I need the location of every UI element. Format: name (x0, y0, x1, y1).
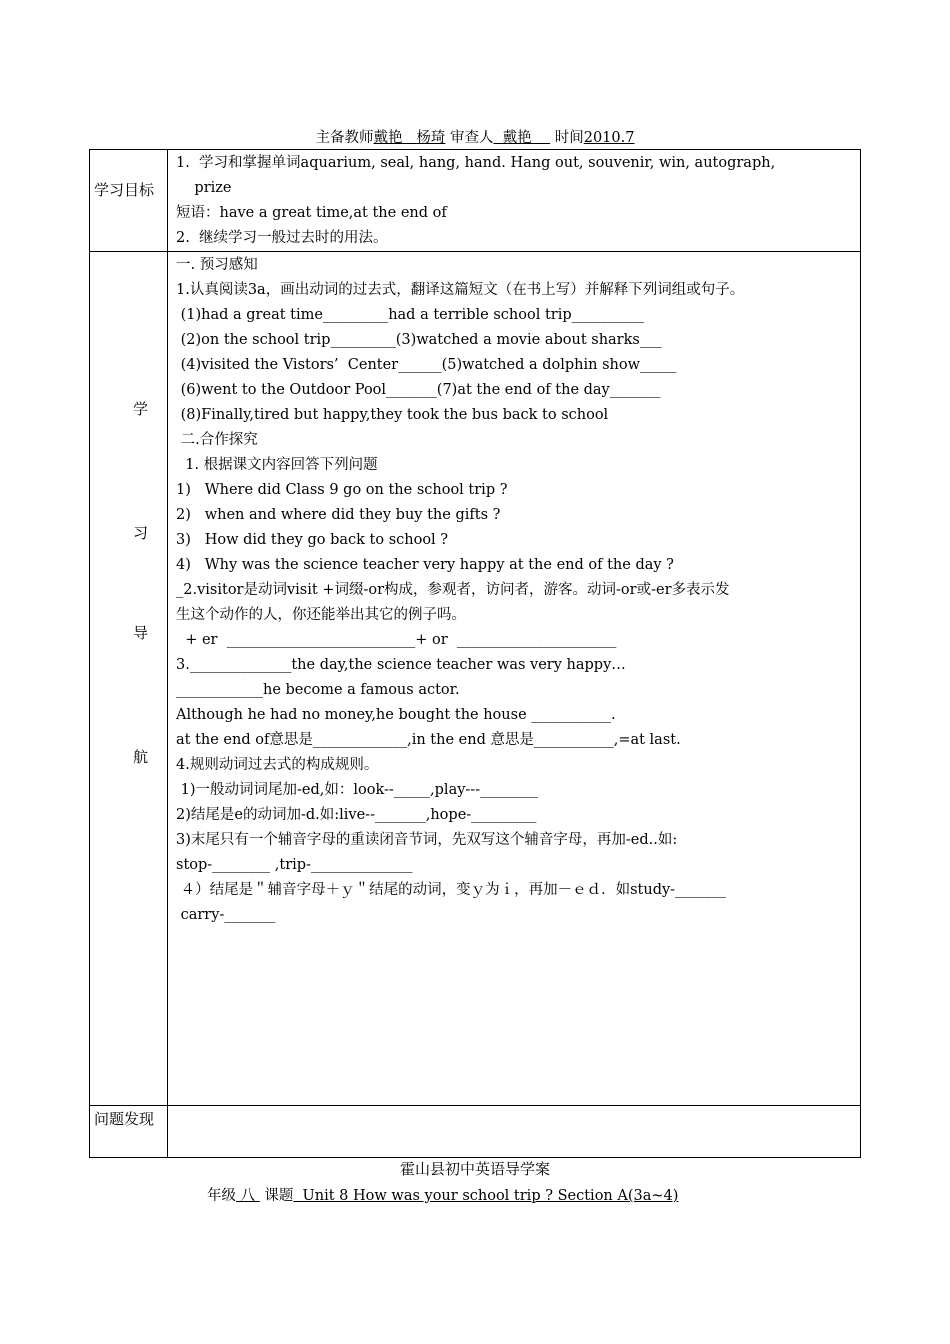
guide-label-char: 学 (133, 400, 149, 418)
guide-line: 4) Why was the science teacher very happy at the end of the day ? (176, 557, 674, 573)
guide-line: + er __________________________+ or ______________________ (176, 632, 617, 648)
guide-line: 3)末尾只有一个辅音字母的重读闭音节词，先双写这个辅音字母，再加-ed..如: (176, 832, 678, 848)
guide-label-char: 习 (133, 524, 149, 542)
guide-line: _2.visitor是动词visit +词缀-or构成，参观者，访问者，游客。动词-or或-er多表示发 (176, 582, 730, 598)
teacher-names: 戴艳 杨琦 (373, 130, 446, 146)
guide-line: 一. 预习感知 (176, 257, 258, 273)
reviewer-name: 戴艳 (493, 130, 551, 146)
topic-label: 课题 (264, 1188, 294, 1204)
objectives-label: 学习目标 (94, 181, 155, 199)
guide-label-char: 导 (133, 624, 149, 642)
guide-row (90, 252, 861, 1106)
guide-line: 2)结尾是e的动词加-d.如:live--_______,hope-_________ (176, 807, 537, 823)
reviewer-label: 审查人 (449, 130, 494, 146)
guide-line: ４）结尾是＂辅音字母＋ｙ＂结尾的动词，变ｙ为ｉ，再加－ｅｄ．如study-_______ (176, 882, 726, 898)
lesson-table (89, 149, 861, 1158)
guide-line: 二.合作探究 (176, 432, 258, 448)
problems-label-cell (90, 1106, 168, 1158)
guide-line: ____________he become a famous actor. (176, 682, 460, 698)
guide-label-cell (90, 252, 168, 1106)
teacher-label: 主备教师 (315, 130, 374, 146)
guide-line: 1) Where did Class 9 go on the school trip ? (176, 482, 508, 498)
guide-label-char: 航 (133, 748, 149, 766)
guide-line: (4)visited the Vistors’ Center______(5)watched a dolphin show_____ (176, 357, 677, 373)
guide-line: 3) How did they go back to school ? (176, 532, 449, 548)
guide-line: (1)had a great time_________had a terrible school trip__________ (176, 307, 645, 323)
footer-title: 霍山县初中英语导学案 (399, 1160, 550, 1178)
guide-content-cell (168, 252, 861, 1106)
guide-line: Although he had no money,he bought the house ___________. (176, 707, 616, 723)
objective-line: 短语：have a great time,at the end of (176, 205, 447, 221)
date-value: 2010.7 (583, 130, 635, 146)
objectives-content (168, 150, 860, 251)
guide-line: 1. 根据课文内容回答下列问题 (176, 457, 378, 473)
objectives-row (90, 150, 861, 252)
guide-line: (2)on the school trip_________(3)watched a movie about sharks___ (176, 332, 662, 348)
guide-line: 1)一般动词词尾加-ed,如：look--_____,play---________ (176, 782, 539, 798)
guide-line: (8)Finally,tired but happy,they took the bus back to school (176, 407, 609, 423)
objectives-label-cell (90, 150, 168, 252)
problems-row (90, 1106, 861, 1158)
guide-line: 2) when and where did they buy the gifts ? (176, 507, 501, 523)
grade-value: 八 (236, 1188, 260, 1204)
problems-label: 问题发现 (94, 1110, 155, 1128)
objective-line: 1. 学习和掌握单词aquarium, seal, hang, hand. Hang out, souvenir, win, autograph, (176, 155, 776, 171)
guide-line: 生这个动作的人，你还能举出其它的例子吗。 (176, 607, 466, 623)
objective-line: prize (176, 180, 232, 196)
guide-line: (6)went to the Outdoor Pool_______(7)at the end of the day_______ (176, 382, 661, 398)
objectives-content-cell (168, 150, 861, 252)
guide-line: 4.规则动词过去式的构成规则。 (176, 757, 379, 773)
guide-content (168, 252, 860, 928)
guide-line: carry-_______ (176, 907, 276, 923)
guide-line: stop-________ ,trip-______________ (176, 857, 413, 873)
document-header (0, 126, 950, 147)
topic-value: Unit 8 How was your school trip ? Section A(3a~4) (293, 1188, 679, 1204)
guide-line: at the end of意思是_____________,in the end 意思是___________,=at last. (176, 732, 681, 748)
objective-line: 2. 继续学习一般过去时的用法。 (176, 230, 388, 246)
guide-line: 3.______________the day,the science teacher was very happy… (176, 657, 626, 673)
guide-line: 1.认真阅读3a，画出动词的过去式，翻译这篇短文（在书上写）并解释下列词组或句子。 (176, 282, 745, 298)
date-label: 时间 (554, 130, 584, 146)
footer-course-line (207, 1184, 678, 1205)
grade-label: 年级 (207, 1188, 236, 1204)
problems-content-cell (168, 1106, 861, 1158)
